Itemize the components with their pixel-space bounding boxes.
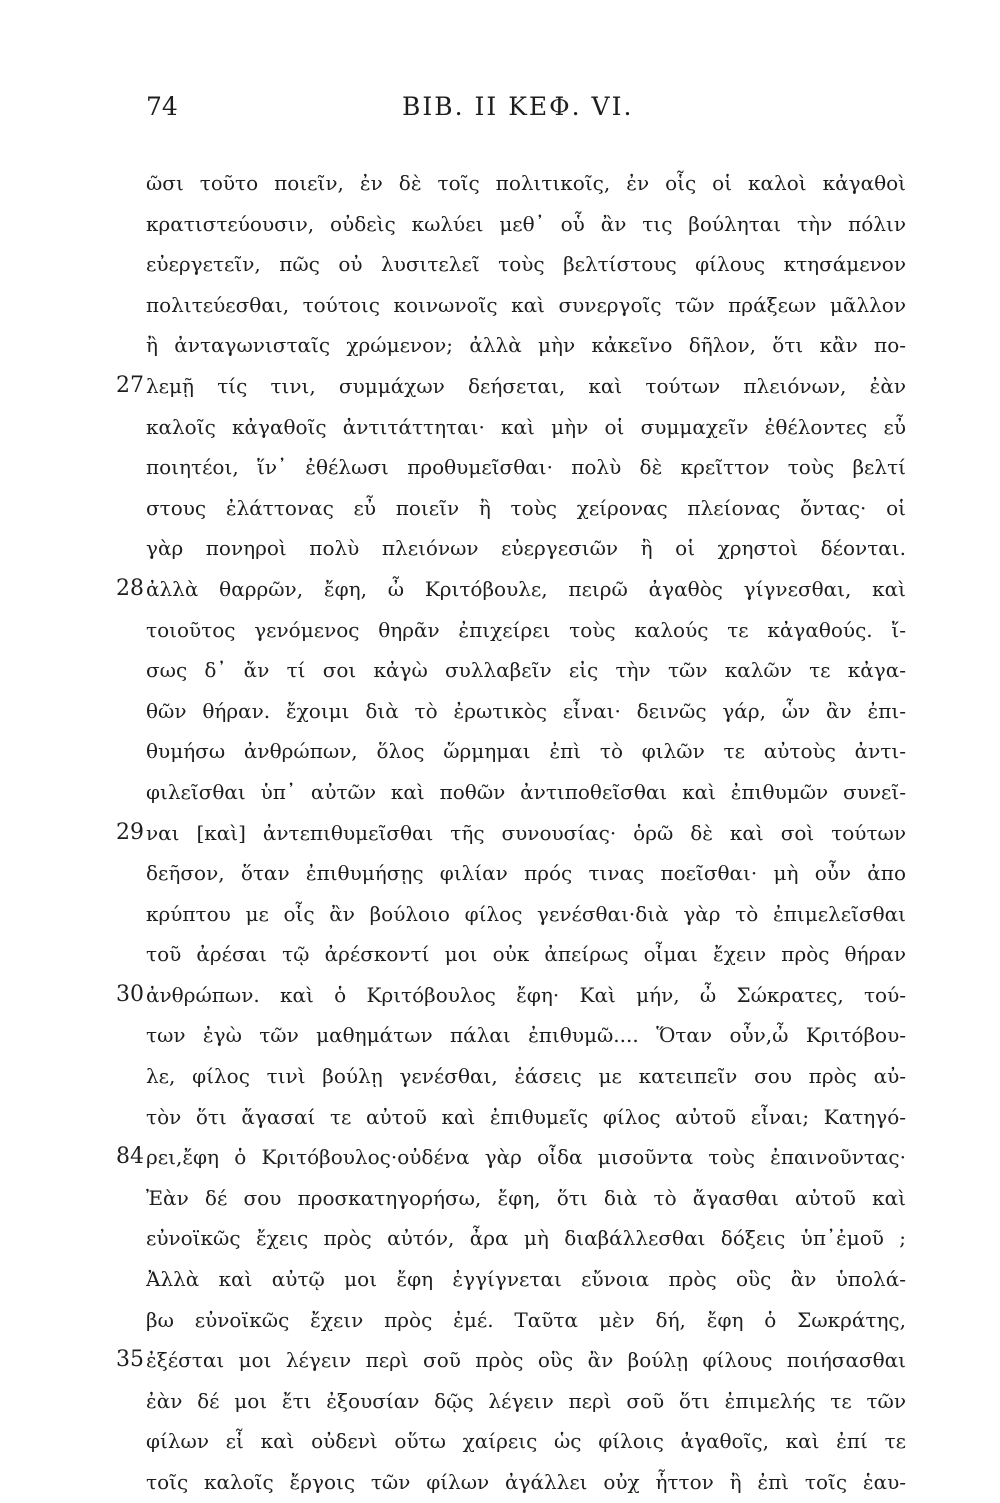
line-text: φίλων εἶ καὶ οὐδενὶ οὕτω χαίρεις ὡς φίλοις ἀγαθοῖς, καὶ ἐπί τε — [146, 1429, 906, 1454]
text-line — [0, 1259, 1000, 1300]
line-text: λεμῇ τίς τινι, συμμάχων δεήσεται, καὶ τούτων πλειόνων, ἐὰν — [146, 373, 906, 398]
line-text: ἐξέσται μοι λέγειν περὶ σοῦ πρὸς οὓς ἂν βούλῃ φίλους ποιήσασθαι — [146, 1348, 906, 1373]
line-text: δεῆσον, ὅταν ἐπιθυμήσῃς φιλίαν πρός τινας ποεῖσθαι· μὴ οὖν ἀπο — [146, 861, 906, 886]
line-text: πολιτεύεσθαι, τούτοις κοινωνοῖς καὶ συνεργοῖς τῶν πράξεων μᾶλλον — [146, 292, 906, 317]
text-line — [0, 731, 1000, 772]
text-line — [0, 1137, 1000, 1178]
text-line — [0, 975, 1000, 1016]
text-line — [0, 813, 1000, 854]
section-number: 27 — [116, 372, 144, 398]
section-number: 29 — [116, 819, 144, 845]
line-text: στους ἐλάττονας εὖ ποιεῖν ἢ τοὺς χείρονας πλείονας ὄντας· οἱ — [146, 495, 906, 520]
line-text: Ἀλλὰ καὶ αὐτῷ μοι ἔφη ἐγγίγνεται εὔνοια πρὸς οὓς ἂν ὑπολά- — [146, 1267, 906, 1292]
text-line — [0, 569, 1000, 610]
section-number: 84 — [116, 1144, 144, 1170]
text-line — [0, 1178, 1000, 1219]
line-text: θυμήσω ἀνθρώπων, ὅλος ὥρμημαι ἐπὶ τὸ φιλῶν τε αὐτοὺς ἀντι- — [146, 739, 906, 764]
text-line — [0, 1340, 1000, 1381]
line-text: ἀλλὰ θαρρῶν, ἔφη, ὦ Κριτόβουλε, πειρῶ ἀγαθὸς γίγνεσθαι, καὶ — [146, 576, 906, 601]
line-text: Ἐὰν δέ σου προσκατηγορήσω, ἔφη, ὅτι διὰ τὸ ἄγασθαι αὐτοῦ καὶ — [146, 1185, 906, 1210]
text-line — [0, 1300, 1000, 1341]
line-text: ῶσι τοῦτο ποιεῖν, ἐν δὲ τοῖς πολιτικοῖς, ἐν οἷς οἱ καλοὶ κἀγαθοὶ — [146, 171, 906, 195]
line-text: εὐνοϊκῶς ἔχεις πρὸς αὐτόν, ἆρα μὴ διαβάλλεσθαι δόξεις ὑπ᾽ἐμοῦ ; — [146, 1226, 906, 1251]
line-text: ναι [καὶ] ἀντεπιθυμεῖσθαι τῆς συνουσίας· ὁρῶ δὲ καὶ σοὶ τούτων — [146, 820, 906, 845]
text-line — [0, 772, 1000, 813]
text-line — [0, 447, 1000, 488]
text-line — [0, 1056, 1000, 1097]
line-text: καλοῖς κἀγαθοῖς ἀντιτάττηται· καὶ μὴν οἱ συμμαχεῖν ἐθέλοντες εὖ — [146, 414, 906, 439]
text-line — [0, 691, 1000, 732]
line-text: τοῦ ἀρέσαι τῷ ἀρέσκοντί μοι οὐκ ἀπείρως οἶμαι ἔχειν πρὸς θήραν — [146, 942, 906, 967]
line-text: τοιοῦτος γενόμενος θηρᾶν ἐπιχείρει τοὺς καλούς τε κἀγαθούς. ἴ- — [146, 617, 906, 642]
line-text: τὸν ὅτι ἄγασαί τε αὐτοῦ καὶ ἐπιθυμεῖς φίλος αὐτοῦ εἶναι; Κατηγό- — [146, 1104, 906, 1129]
text-line — [0, 1218, 1000, 1259]
line-text: βω εὐνοϊκῶς ἔχειν πρὸς ἐμέ. Ταῦτα μὲν δή, ἔφη ὁ Σωκράτης, — [146, 1307, 906, 1332]
section-number: 35 — [116, 1347, 144, 1373]
text-line — [0, 934, 1000, 975]
line-text: τοῖς καλοῖς ἔργοις τῶν φίλων ἀγάλλει οὐχ ἧττον ἢ ἐπὶ τοῖς ἑαυ- — [146, 1470, 906, 1494]
line-text: κρύπτου με οἷς ἂν βούλοιο φίλος γενέσθαι·διὰ γὰρ τὸ ἐπιμελεῖσθαι — [146, 901, 906, 926]
text-line — [0, 528, 1000, 569]
line-text: εὐεργετεῖν, πῶς οὐ λυσιτελεῖ τοὺς βελτίστους φίλους κτησάμενον — [146, 252, 906, 277]
text-line — [0, 285, 1000, 326]
text-line — [0, 163, 1000, 204]
line-text: κρατιστεύουσιν, οὐδεὶς κωλύει μεθ᾽ οὗ ἂν τις βούληται τὴν πόλιν — [146, 211, 906, 236]
text-line — [0, 325, 1000, 366]
text-line — [0, 1421, 1000, 1462]
text-line — [0, 204, 1000, 245]
line-text: των ἐγὼ τῶν μαθημάτων πάλαι ἐπιθυμῶ.... Ὅταν οὖν,ὦ Κριτόβου- — [146, 1023, 906, 1048]
line-text: θῶν θήραν. ἔχοιμι διὰ τὸ ἐρωτικὸς εἶναι· δεινῶς γάρ, ὧν ἂν ἐπι- — [146, 698, 906, 723]
text-line — [0, 1097, 1000, 1138]
text-line — [0, 610, 1000, 651]
line-text: φιλεῖσθαι ὑπ᾽ αὐτῶν καὶ ποθῶν ἀντιποθεῖσθαι καὶ ἐπιθυμῶν συνεῖ- — [146, 779, 906, 804]
line-text: σως δ᾽ ἄν τί σοι κἀγὼ συλλαβεῖν εἰς τὴν τῶν καλῶν τε κἀγα- — [146, 658, 906, 683]
line-text: γὰρ πονηροὶ πολὺ πλειόνων εὐεργεσιῶν ἢ οἱ χρηστοὶ δέονται. — [146, 536, 906, 561]
text-line — [0, 650, 1000, 691]
line-text: ποιητέοι, ἵν᾽ ἐθέλωσι προθυμεῖσθαι· πολὺ δὲ κρεῖττον τοὺς βελτί — [146, 455, 906, 480]
text-line — [0, 488, 1000, 529]
text-line — [0, 244, 1000, 285]
line-text: λε, φίλος τινὶ βούλῃ γενέσθαι, ἐάσεις με κατειπεῖν σου πρὸς αὐ- — [146, 1064, 906, 1089]
text-line — [0, 853, 1000, 894]
line-text: ρει,ἔφη ὁ Κριτόβουλος·οὐδένα γὰρ οἶδα μισοῦντα τοὺς ἐπαινοῦντας· — [146, 1145, 906, 1170]
section-number: 28 — [116, 575, 144, 601]
text-line — [0, 1015, 1000, 1056]
line-text: ἀνθρώπων. καὶ ὁ Κριτόβουλος ἔφη· Καὶ μήν, ὦ Σώκρατες, τού- — [146, 982, 906, 1007]
text-line — [0, 894, 1000, 935]
running-head: BIB. II ΚΕΦ. VI. — [402, 92, 634, 121]
line-text: ἢ ἀνταγωνισταῖς χρώμενον; ἀλλὰ μὴν κἀκεῖνο δῆλον, ὅτι κἂν πο- — [146, 333, 906, 358]
text-line — [0, 1462, 1000, 1503]
body-text — [0, 163, 1000, 1503]
section-number: 30 — [116, 981, 144, 1007]
line-text: ἐὰν δέ μοι ἔτι ἐξουσίαν δῷς λέγειν περὶ σοῦ ὅτι ἐπιμελής τε τῶν — [146, 1388, 906, 1413]
text-line — [0, 366, 1000, 407]
text-line — [0, 1381, 1000, 1422]
text-line — [0, 407, 1000, 448]
page-number: 74 — [146, 92, 178, 121]
page-header — [0, 92, 1000, 128]
